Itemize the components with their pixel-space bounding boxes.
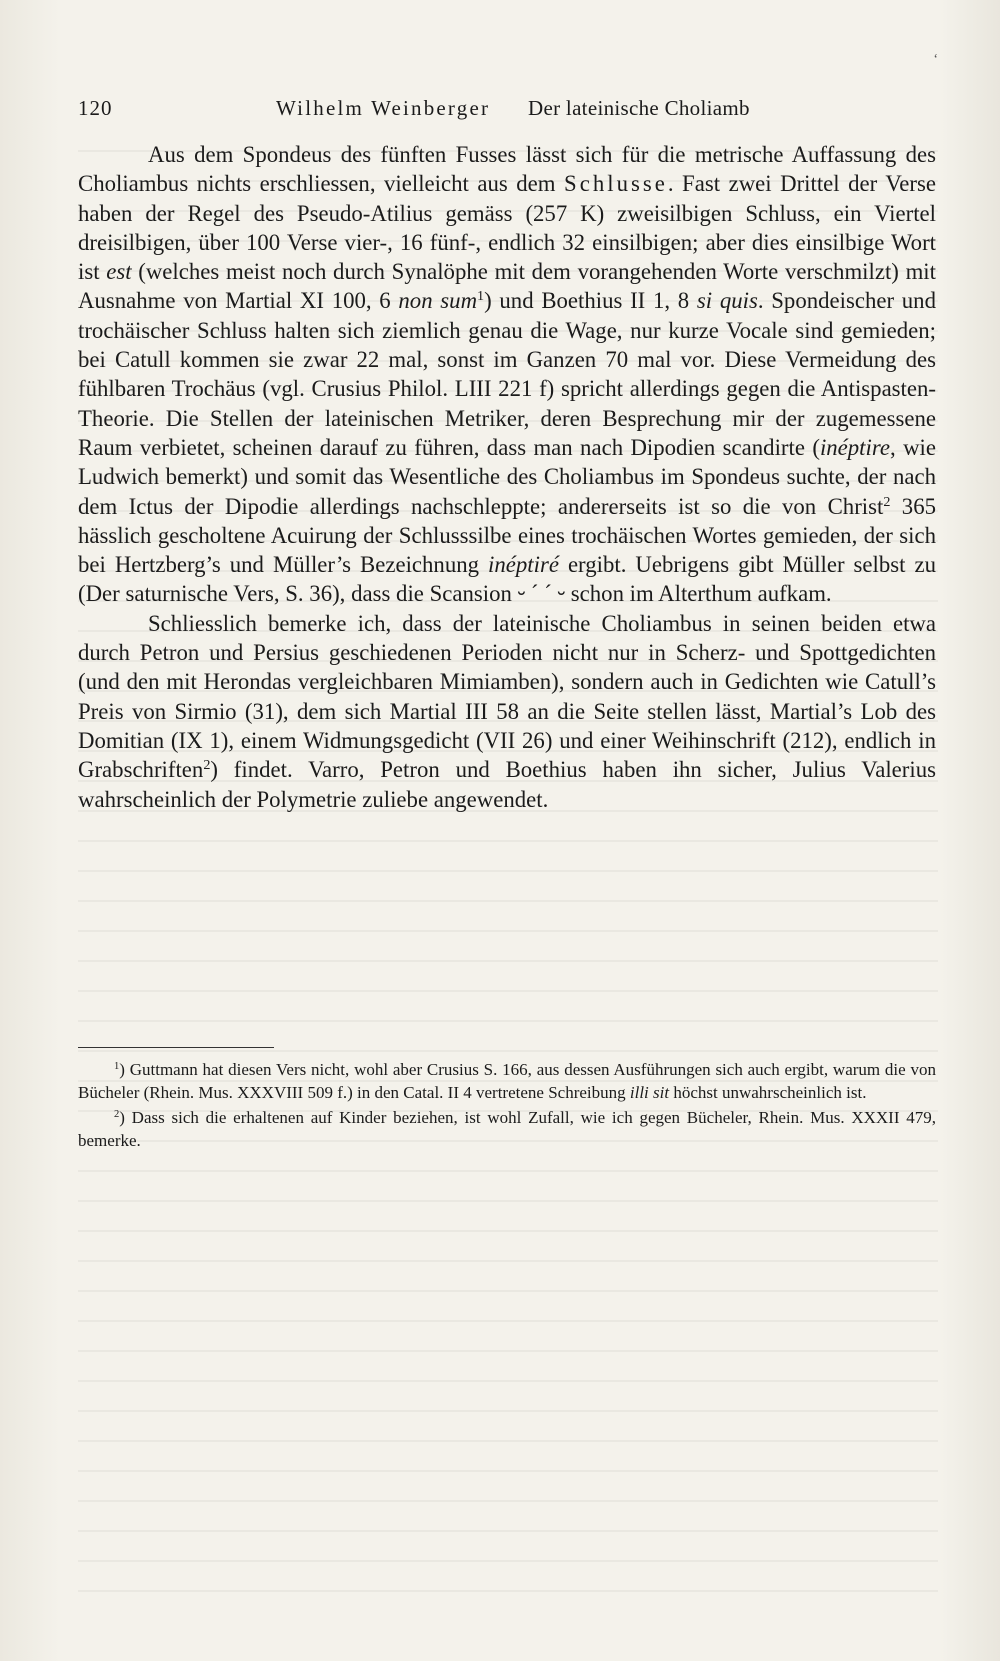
text-run: 365 hässlich gescholtene Acuirung der Schlusssilbe eines trochäischen Wortes gemieden, der sich bei Hertzberg’s und Müller’s Bezeichnung bbox=[78, 493, 936, 578]
edition-superscript: 2 bbox=[883, 493, 891, 510]
paragraph-1 bbox=[78, 140, 936, 609]
footnote-mark: 2 bbox=[114, 1109, 120, 1121]
text-run: ) Dass sich die erhaltenen auf Kinder beziehen, ist wohl Zufall, wie ich gegen Bücheler, Rhein. Mus. XXXII 479, bemerke. bbox=[78, 1108, 936, 1150]
text-run: , wie Ludwich bemerkt) und somit das Wesentliche des Choliambus im Spondeus suchte, der nach dem Ictus der Dipodie allerdings nachschleppte; andererseits ist so die von Christ bbox=[78, 434, 936, 519]
text-run: . Spondeischer und trochäischer Schluss halten sich ziemlich genau die Wage, nur kurze Vocale sind gemieden; bei Catull kommen sie zwar 22 mal, sonst im Ganzen 70 mal vor. Diese Vermeidung des fühlbaren Trochäus (vgl. Crusius Philol. LIII 221 f) spricht allerdings gegen die Antispasten-Theorie. Die Stellen der lateinischen Metriker, deren Besprechung mir der zugemessene Raum verbietet, scheinen darauf zu führen, dass man nach Dipodien scandirte ( bbox=[78, 288, 936, 460]
italic-term: inéptire bbox=[819, 434, 890, 460]
footnotes bbox=[78, 1058, 936, 1154]
italic-term: non sum bbox=[398, 288, 478, 314]
text-run: (welches meist noch durch Synalöphe mit dem vorangehenden Worte verschmilzt) mit Ausnahme von Martial XI 100, 6 bbox=[78, 259, 936, 314]
paragraph-2 bbox=[78, 609, 936, 814]
spaced-word: Schlusse bbox=[564, 171, 668, 197]
text-run: schon im Alterthum aufkam. bbox=[565, 581, 832, 607]
running-header bbox=[78, 96, 938, 126]
page-number: 120 bbox=[78, 96, 113, 120]
footnote-ref-2: 2 bbox=[203, 757, 211, 774]
text-run: Aus dem Spondeus des fünften Fusses lässt sich für die metrische Auffassung des Choliambus nichts erschliessen, vielleicht aus dem bbox=[78, 142, 936, 197]
italic-term: est bbox=[106, 259, 132, 285]
footnote-divider bbox=[78, 1047, 274, 1048]
italic-term: illi sit bbox=[629, 1083, 670, 1102]
text-run: ) und Boethius II 1, 8 bbox=[484, 288, 697, 314]
text-run: ) findet. Varro, Petron und Boethius haben ihn sicher, Julius Valerius wahrscheinlich der Polymetrie zuliebe angewendet. bbox=[78, 757, 936, 812]
italic-term: inéptiré bbox=[488, 552, 559, 578]
running-title: Der lateinische Choliamb bbox=[528, 96, 750, 120]
scansion-symbols: ⏑ ´ ´ ⏑ bbox=[517, 581, 566, 607]
text-run: ) Guttmann hat diesen Vers nicht, wohl aber Crusius S. 166, aus dessen Ausführungen sich auch ergibt, warum die von Bücheler (Rhein. Mus. XXXVIII 509 f.) in den Catal. II 4 vertretene Schreibung bbox=[78, 1060, 936, 1102]
text-run: höchst unwahrscheinlich ist. bbox=[669, 1083, 867, 1102]
text-run: . Fast zwei Drittel der Verse haben der Regel des Pseudo-Atilius gemäss (257 K) zweisilbigen Schluss, ein Viertel dreisilbigen, über 100 Verse vier-, 16 fünf-, endlich 32 einsilbigen; aber dies einsilbige Wort ist bbox=[78, 171, 936, 285]
stray-ink-mark: ‘ bbox=[933, 52, 938, 67]
footnote-mark: 1 bbox=[114, 1061, 120, 1073]
text-run: Schliesslich bemerke ich, dass der lateinische Choliambus in seinen beiden etwa durch Petron und Persius geschiedenen Perioden nicht nur in Scherz- und Spottgedichten (und den mit Herondas vergleichbaren Mimiamben), sondern auch in Gedichten wie Catull’s Preis von Sirmio (31), dem sich Martial III 58 an die Seite stellen lässt, Martial’s Lob des Domitian (IX 1), einem Widmungsgedicht (VII 26) und einer Weihinschrift (212), endlich in Grabschriften bbox=[78, 610, 936, 783]
author-name: Wilhelm Weinberger bbox=[276, 96, 491, 120]
footnote-ref-1: 1 bbox=[477, 288, 485, 305]
text-run: ergibt. Uebrigens gibt Müller selbst zu (Der saturnische Vers, S. 36), dass die Scansion bbox=[78, 552, 936, 607]
footnote-1 bbox=[78, 1058, 936, 1104]
footnote-2 bbox=[78, 1106, 936, 1152]
italic-term: si quis bbox=[696, 288, 758, 314]
main-text bbox=[78, 140, 936, 814]
